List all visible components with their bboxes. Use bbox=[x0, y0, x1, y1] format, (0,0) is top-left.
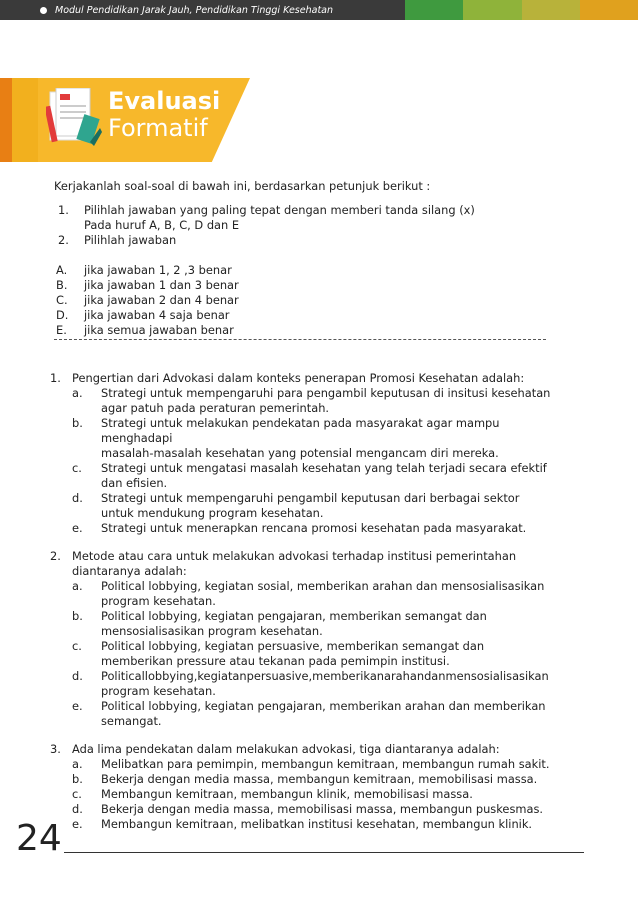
option-text: Membangun kemitraan, membangun klinik, memobilisasi massa. bbox=[101, 787, 473, 801]
answer-key-letter: E. bbox=[56, 323, 67, 337]
header-title: Modul Pendidikan Jarak Jauh, Pendidikan Tinggi Kesehatan bbox=[55, 4, 334, 16]
option-letter: a. bbox=[72, 579, 83, 593]
option-text: Strategi untuk mempengaruhi pengambil keputusan dari berbagai sektor bbox=[101, 491, 520, 505]
option-text: Political lobbying, kegiatan pengajaran, memberikan semangat dan bbox=[101, 609, 487, 623]
option-letter: b. bbox=[72, 609, 83, 623]
option-letter: a. bbox=[72, 757, 83, 771]
answer-key-text: jika jawaban 1 dan 3 benar bbox=[84, 278, 239, 292]
banner-title-line2: Formatif bbox=[108, 114, 208, 142]
option-letter: d. bbox=[72, 669, 83, 683]
option-letter: e. bbox=[72, 521, 83, 535]
option-text: Political lobbying, kegiatan persuasive, memberikan semangat dan bbox=[101, 639, 485, 653]
instruction-number: 1. bbox=[58, 203, 69, 217]
answer-key-text: jika jawaban 2 dan 4 benar bbox=[84, 293, 239, 307]
answer-key-text: jika jawaban 1, 2 ,3 benar bbox=[84, 263, 232, 277]
option-text: program kesehatan. bbox=[101, 684, 216, 698]
instruction-text: Pilihlah jawaban bbox=[84, 233, 177, 247]
question-number: 1. bbox=[50, 371, 61, 385]
question-text: Pengertian dari Advokasi dalam konteks penerapan Promosi Kesehatan adalah: bbox=[72, 371, 525, 385]
answer-key-letter: B. bbox=[56, 278, 68, 292]
option-text: mensosialisasikan program kesehatan. bbox=[101, 624, 323, 638]
option-text: agar patuh pada peraturan pemerintah. bbox=[101, 401, 330, 415]
option-text: Membangun kemitraan, melibatkan institusi kesehatan, membangun klinik. bbox=[101, 817, 533, 831]
answer-key-text: jika jawaban 4 saja benar bbox=[84, 308, 230, 322]
option-text: Strategi untuk melakukan pendekatan pada masyarakat agar mampu bbox=[101, 416, 500, 430]
option-text: Politicallobbying,kegiatanpersuasive,memberikanarahandanmensosialisasikan bbox=[101, 669, 549, 683]
option-text: Melibatkan para pemimpin, membangun kemitraan, membangun rumah sakit. bbox=[101, 757, 550, 771]
option-text: Political lobbying, kegiatan pengajaran, memberikan arahan dan memberikan bbox=[101, 699, 546, 713]
option-letter: b. bbox=[72, 416, 83, 430]
option-text: Political lobbying, kegiatan sosial, memberikan arahan dan mensosialisasikan bbox=[101, 579, 545, 593]
option-text: Strategi untuk mempengaruhi para pengambil keputusan di insitusi kesehatan bbox=[101, 386, 551, 400]
option-letter: c. bbox=[72, 787, 82, 801]
answer-key-letter: D. bbox=[56, 308, 69, 322]
option-letter: d. bbox=[72, 802, 83, 816]
question-number: 3. bbox=[50, 742, 61, 756]
footer-line bbox=[64, 852, 584, 853]
option-letter: c. bbox=[72, 639, 82, 653]
instruction-text: Pada huruf A, B, C, D dan E bbox=[84, 218, 240, 232]
answer-key-text: jika semua jawaban benar bbox=[84, 323, 234, 337]
dashed-divider bbox=[54, 339, 546, 340]
option-letter: e. bbox=[72, 817, 83, 831]
question-text: Ada lima pendekatan dalam melakukan advokasi, tiga diantaranya adalah: bbox=[72, 742, 500, 756]
question-number: 2. bbox=[50, 549, 61, 563]
instruction-number: 2. bbox=[58, 233, 69, 247]
option-letter: a. bbox=[72, 386, 83, 400]
option-text: semangat. bbox=[101, 714, 162, 728]
option-letter: e. bbox=[72, 699, 83, 713]
option-letter: d. bbox=[72, 491, 83, 505]
answer-key-letter: A. bbox=[56, 263, 68, 277]
instruction-text: Pilihlah jawaban yang paling tepat dengan memberi tanda silang (x) bbox=[84, 203, 475, 217]
option-letter: b. bbox=[72, 772, 83, 786]
option-text: menghadapi bbox=[101, 431, 173, 445]
option-text: memberikan pressure atau tekanan pada pemimpin institusi. bbox=[101, 654, 450, 668]
option-text: dan efisien. bbox=[101, 476, 168, 490]
option-text: Bekerja dengan media massa, memobilisasi massa, membangun puskesmas. bbox=[101, 802, 544, 816]
question-text: diantaranya adalah: bbox=[72, 564, 187, 578]
option-letter: c. bbox=[72, 461, 82, 475]
intro-text: Kerjakanlah soal-soal di bawah ini, berdasarkan petunjuk berikut : bbox=[54, 179, 431, 193]
option-text: Bekerja dengan media massa, membangun kemitraan, memobilisasi massa. bbox=[101, 772, 538, 786]
option-text: Strategi untuk mengatasi masalah kesehatan yang telah terjadi secara efektif bbox=[101, 461, 547, 475]
page-number: 24 bbox=[16, 818, 62, 859]
answer-key-letter: C. bbox=[56, 293, 68, 307]
option-text: masalah-masalah kesehatan yang potensial mengancam diri mereka. bbox=[101, 446, 499, 460]
option-text: untuk mendukung program kesehatan. bbox=[101, 506, 324, 520]
question-text: Metode atau cara untuk melakukan advokasi terhadap institusi pemerintahan bbox=[72, 549, 517, 563]
banner-title-line1: Evaluasi bbox=[108, 87, 221, 115]
option-text: Strategi untuk menerapkan rencana promosi kesehatan pada masyarakat. bbox=[101, 521, 527, 535]
option-text: program kesehatan. bbox=[101, 594, 216, 608]
